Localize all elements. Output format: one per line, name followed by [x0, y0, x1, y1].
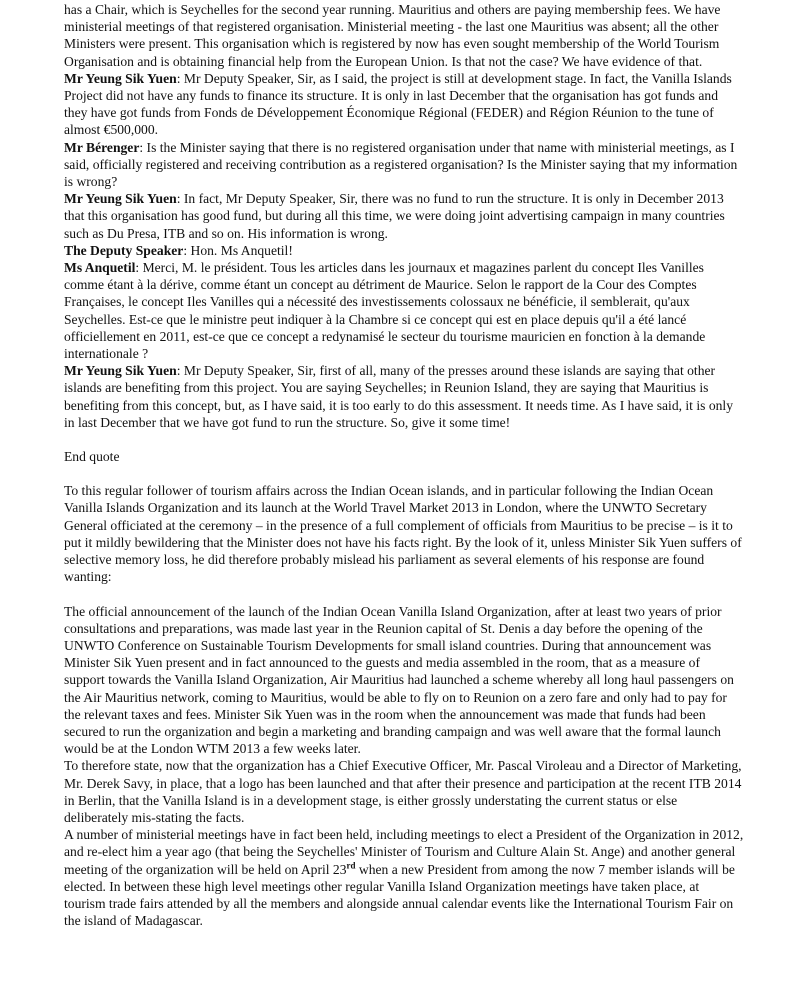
- end-quote-label: End quote: [64, 449, 120, 465]
- exchange-2: [64, 190, 744, 242]
- speech-text: : Is the Minister saying that there is no registered organisation under that name with ministerial meetings, as I said, officially registered and receiving contribution as a registered organisation? Is the Minister saying that my information is wrong?: [64, 139, 738, 190]
- exchange-1: [64, 139, 744, 191]
- launch-paragraph: The official announcement of the launch of the Indian Ocean Vanilla Island Organization, after at least two years of prior consultations and preparations, was made last year in the Reunion capital of St. Denis a day before the opening of the UNWTO Conference on Sustainable Tourism Developments for small island countries. During that announcement was Minister Sik Yuen present and in fact announced to the guests and media assembled in the room, that as a measure of support towards the Vanilla Island Organization, Air Mauritius had launched a scheme whereby all long haul passengers on the Air Mauritius network, coming to Mauritius, would be able to fly on to Reunion on a zero fare and only had to pay for the relevant taxes and fees. Minister Sik Yuen was in the room when the announcement was made that funds had been secured to run the organization and begin a marketing and branding campaign and was well aware that the formal launch would be at the London WTM 2013 a few weeks later.: [64, 603, 734, 757]
- ordinal-suffix: rd: [346, 860, 356, 871]
- speech-text: : In fact, Mr Deputy Speaker, Sir, there was no fund to run the structure. It is only in December 2013 that this organisation has good fund, but during all this time, we were doing joint advertising campaign in many countries such as Du Presa, ITB and so on. His information is wrong.: [64, 191, 725, 241]
- paragraph-spacer: [64, 586, 744, 603]
- intro-paragraph: has a Chair, which is Seychelles for the second year running. Mauritius and others are paying membership fees. We have ministerial meetings of that registered organisation. Ministerial meeting - the last one Mauritius was absent; all the other Ministers were present. This organisation which is registered by now has even sought membership of the World Tourism Organisation and is obtaining financial help from the European Union. Is that not the case? We have evidence of that.: [64, 2, 721, 69]
- speech-text: : Hon. Ms Anquetil!: [183, 242, 293, 258]
- exchange-4: [64, 259, 744, 362]
- speaker-name: Mr Yeung Sik Yuen: [64, 363, 177, 379]
- meetings-text-end: when a new President from among the now 7 member islands will be elected. In between these high level meetings other regular Vanilla Island Organization meetings have taken place, at tourism trade fairs attended by all the members and alongside annual calendar events like the International Tourism Fair on the island of Madagascar.: [64, 861, 735, 929]
- speaker-name: Mr Yeung Sik Yuen: [64, 70, 177, 86]
- exchange-3: [64, 242, 744, 259]
- exchange-0: [64, 70, 744, 139]
- exchange-5: [64, 362, 744, 431]
- commentary-paragraph: To this regular follower of tourism affairs across the Indian Ocean islands, and in particular following the Indian Ocean Vanilla Islands Organization and its launch at the World Travel Market 2013 in London, where the UNWTO Secretary General officiated at the ceremony – in the presence of a full complement of officials from Mauritius to be precise – is it to put it mildly bewildering that the Minister does not have his facts right. By the look of it, unless Minister Sik Yuen suffers of selective memory loss, he did therefore probably mislead his parliament as several elements of his response are found wanting:: [64, 483, 742, 585]
- speech-text: : Mr Deputy Speaker, Sir, first of all, many of the presses around these islands are saying that other islands are benefiting from this project. You are saying Seychelles; in Reunion Island, they are saying that Mauritius is benefiting from this concept, but, as I have said, it is too early to do this assessment. It needs time. As I have said, it is only in last December that we have got fund to run the structure. So, give it some time!: [64, 363, 733, 430]
- meetings-paragraph: [64, 826, 744, 929]
- speaker-name: Mr Yeung Sik Yuen: [64, 191, 177, 207]
- speaker-name: Mr Bérenger: [64, 139, 140, 155]
- speech-text: : Merci, M. le président. Tous les articles dans les journaux et magazines parlent du concept Iles Vanilles comme étant à la dérive, comme étant un concept au détriment de Maurice. Selon le rapport de la Cour des Comptes Françaises, le concept Iles Vanilles qui a nécessité des investissements colossaux ne bénéficie, il semblerait, qu'aux Seychelles. Est-ce que le ministre peut indiquer à la Chambre si ce concept qui est en place depuis qu'il a été lancé officiellement en 2011, est-ce que ce concept a redynamisé le secteur du tourisme mauricien en fonction à la demande internationale ?: [64, 260, 706, 362]
- status-paragraph: To therefore state, now that the organization has a Chief Executive Officer, Mr. Pascal Viroleau and a Director of Marketing, Mr. Derek Savy, in place, that a logo has been launched and that after their presence and participation at the recent ITB 2014 in Berlin, that the Vanilla Island is in a development stage, is either grossly understating the current status or else deliberately mis-stating the facts.: [64, 758, 742, 825]
- paragraph-spacer: [64, 431, 744, 448]
- speaker-name: Ms Anquetil: [64, 260, 136, 276]
- speaker-name: The Deputy Speaker: [64, 242, 184, 258]
- paragraph-spacer: [64, 465, 744, 482]
- speech-text: : Mr Deputy Speaker, Sir, as I said, the project is still at development stage. In fact, the Vanilla Islands Project did not have any funds to finance its structure. It is only in last December that the organisation has got funds and they have got funds from Fonds de Développement Économique Régional (FEDER) and Région Réunion to the tune of almost €500,000.: [64, 70, 732, 138]
- meetings-text-start: A number of ministerial meetings have in fact been held, including meetings to elect a President of the Organization in 2012, and re-elect him a year ago (that being the Seychelles' Minister of Tourism and Culture Alain St. Ange) and another general meeting of the organization will be held on April 23: [64, 827, 744, 877]
